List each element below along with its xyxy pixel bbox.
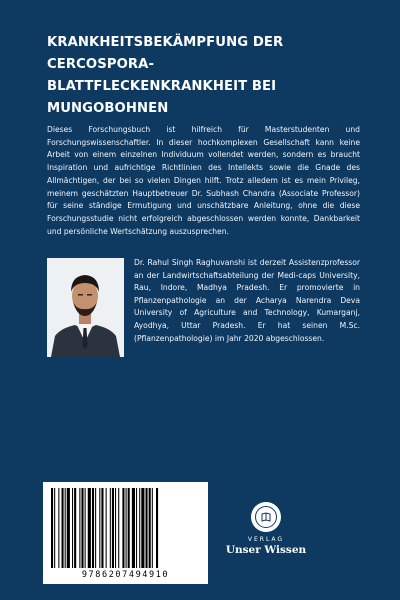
publisher-name: Unser Wissen: [225, 544, 307, 556]
isbn-barcode: [43, 482, 208, 584]
intro-paragraph: Dieses Forschungsbuch ist hilfreich für Masterstudenten und Forschungswissenschaftler. In dieser hochkomplexen Gesellschaft kann keine Arbeit von einem einzelnen Individuum vollendet werden, sondern es braucht Inspiration und aufrichtige Richtlinien des Intellekts sowie die Gnade des Allmächtigen, der bei so vielen Dingen hilft. Trotz alledem ist es mein Privileg, meinem geschätzten Hauptbetreuer Dr. Subhash Chandra (Associate Professor) für seine ständige Ermutigung und unschätzbare Anleitung, ohne die diese Forschungsstudie nicht erfolgreich abgeschlossen werden konnte, Dankbarkeit und persönliche Wertschätzung auszusprechen.: [47, 125, 360, 236]
book-title: [47, 32, 367, 120]
publisher-logo: [224, 502, 308, 562]
publisher-seal-icon: [251, 502, 281, 532]
author-bio: Dr. Rahul Singh Raghuvanshi ist derzeit Assistenzprofessor an der Landwirtschaftsabteilung der Medi-caps University, Rau, Indore, Madhya Pradesh. Er promovierte in Pflanzenpathologie an der Acharya Narendra Deva University of Agriculture and Technology, Kumarganj, Ayodhya, Uttar Pradesh. Er hat seinen M.Sc. (Pflanzenpathologie) im Jahr 2020 abgeschlossen.: [134, 258, 360, 343]
author-photo: [47, 258, 124, 357]
title-line: KRANKHEITSBEKÄMPFUNG DER: [47, 35, 284, 50]
title-line: MUNGOBOHNEN: [47, 101, 169, 116]
title-line: BLATTFLECKENKRANKHEIT BEI: [47, 79, 277, 94]
title-line: CERCOSPORA-: [47, 57, 155, 72]
isbn-number: 9786207494910: [81, 570, 170, 580]
publisher-verlag-label: VERLAG: [247, 536, 285, 543]
